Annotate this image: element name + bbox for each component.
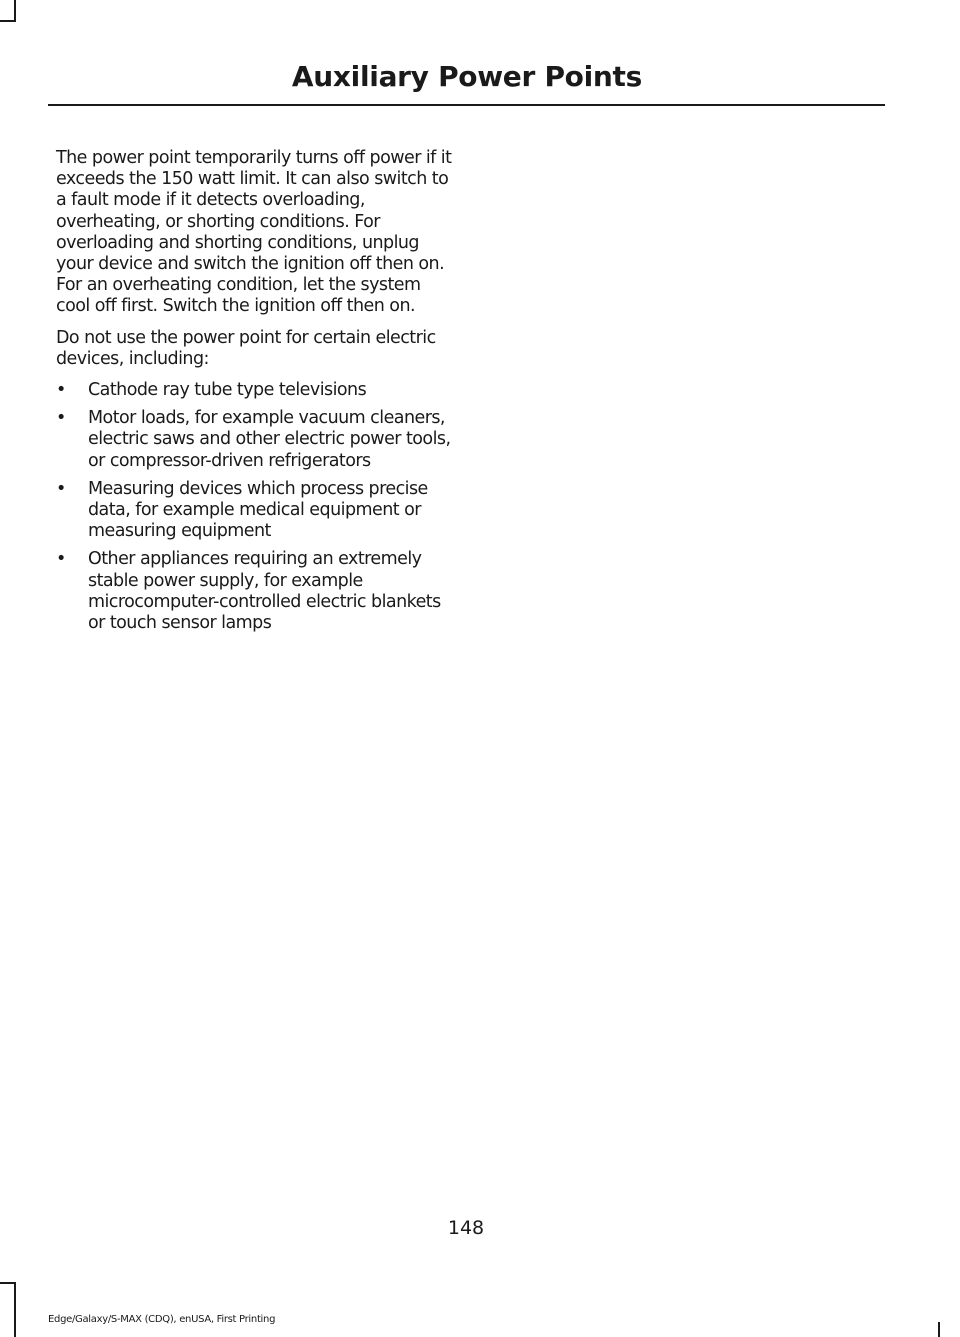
paragraph-fault-mode: The power point temporarily turns off power if it exceeds the 150 watt limit. It can also switch to a fault mode if it detects overloading, overheating, or shorting conditions. For overloading and shorting conditions, unplug your device and switch the ignition off then on. For an overheating condition, let the system cool off first. Switch the ignition off then on.	[56, 148, 452, 317]
list-item-text: Measuring devices which process precise data, for example medical equipment or measuring equipment	[88, 478, 428, 542]
list-item-text: Other appliances requiring an extremely stable power supply, for example microcomputer-controlled electric blankets or touch sensor lamps	[88, 549, 441, 634]
paragraph-restrictions-intro: Do not use the power point for certain electric devices, including:	[56, 327, 436, 369]
bullet-icon: •	[56, 549, 66, 570]
crop-mark-top-left	[14, 0, 16, 22]
main-content	[56, 148, 452, 641]
page-number: 148	[447, 1217, 485, 1239]
list-item	[56, 479, 452, 543]
list-item-text: Cathode ray tube type televisions	[88, 380, 367, 401]
device-restriction-list	[56, 380, 452, 634]
list-item	[56, 408, 452, 472]
crop-mark-bottom-right	[938, 1322, 940, 1337]
crop-mark-bottom-left-horizontal	[0, 1282, 16, 1284]
bullet-icon: •	[56, 408, 66, 429]
title-divider	[48, 104, 885, 106]
page-title: Auxiliary Power Points	[291, 60, 642, 93]
list-item	[56, 380, 452, 401]
crop-mark-bottom-left	[14, 1282, 16, 1337]
bullet-icon: •	[56, 478, 66, 499]
crop-mark-top-left-horizontal	[0, 20, 16, 22]
list-item	[56, 549, 452, 634]
bullet-icon: •	[56, 380, 66, 401]
publication-info: Edge/Galaxy/S-MAX (CDQ), enUSA, First Printing	[48, 1314, 276, 1325]
list-item-text: Motor loads, for example vacuum cleaners, electric saws and other electric power tools, or compressor-driven refrigerators	[88, 408, 451, 471]
